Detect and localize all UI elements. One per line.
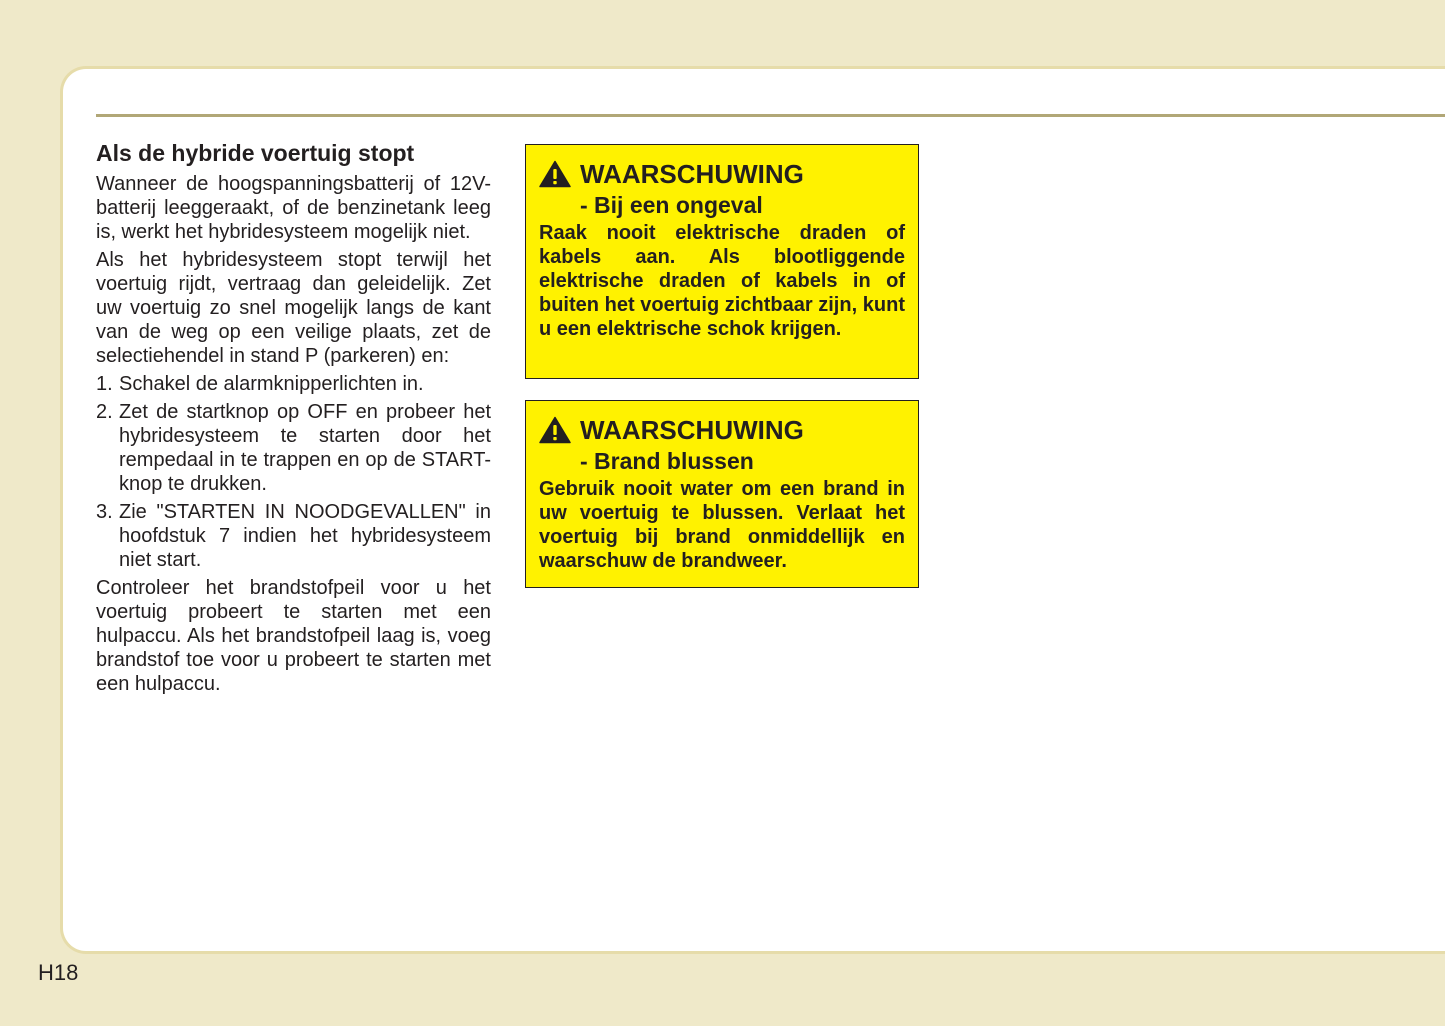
warning-header [539, 415, 905, 445]
warning-box-accident [525, 144, 919, 379]
warning-triangle-icon [539, 160, 571, 188]
step-text: Schakel de alarmknipperlichten in. [119, 373, 424, 395]
warning-title: WAARSCHUWING [580, 415, 804, 445]
step-number: 2. [96, 401, 113, 423]
page-number: H18 [38, 960, 79, 985]
list-item [96, 372, 491, 396]
header-rule [96, 114, 1445, 117]
main-column [96, 138, 491, 700]
list-item [96, 500, 491, 572]
list-item [96, 400, 491, 496]
step-number: 1. [96, 373, 113, 395]
warning-subtitle: - Brand blussen [580, 448, 754, 474]
instruction-paragraph: Als het hybridesysteem stopt terwijl het voertuig rijdt, vertraag dan geleidelijk. Zet uw voertuig zo snel mogelijk langs de kant van de weg op een veilige plaats, zet de selectiehendel in stand P (parkeren) en: [96, 249, 491, 367]
warning-box-fire [525, 400, 919, 588]
warning-subtitle: - Bij een ongeval [580, 192, 763, 218]
step-text: Zet de startknop op OFF en probeer het hybridesysteem te starten door het rempedaal in te trappen en op de START-knop te drukken. [119, 401, 491, 495]
step-text: Zie "STARTEN IN NOODGEVALLEN" in hoofdstuk 7 indien het hybridesysteem niet start. [119, 501, 491, 571]
step-number: 3. [96, 501, 113, 523]
warning-header [539, 159, 905, 189]
warning-triangle-icon [539, 416, 571, 444]
section-title: Als de hybride voertuig stopt [96, 140, 415, 166]
warning-body: Gebruik nooit water om een brand in uw voertuig te blussen. Verlaat het voertuig bij brand onmiddellijk en waarschuw de brandweer. [539, 478, 905, 572]
intro-paragraph: Wanneer de hoogspanningsbatterij of 12V-batterij leeggeraakt, of de benzinetank leeg is, werkt het hybridesysteem mogelijk niet. [96, 173, 491, 243]
steps-list [96, 372, 491, 572]
closing-paragraph: Controleer het brandstofpeil voor u het voertuig probeert te starten met een hulpaccu. Als het brandstofpeil laag is, voeg brandstof toe voor u probeert te starten met een hulpaccu. [96, 577, 491, 695]
warning-title: WAARSCHUWING [580, 159, 804, 189]
warning-body: Raak nooit elektrische draden of kabels aan. Als blootliggende elektrische draden of kabels in of buiten het voertuig zichtbaar zijn, kunt u een elektrische schok krijgen. [539, 222, 905, 340]
